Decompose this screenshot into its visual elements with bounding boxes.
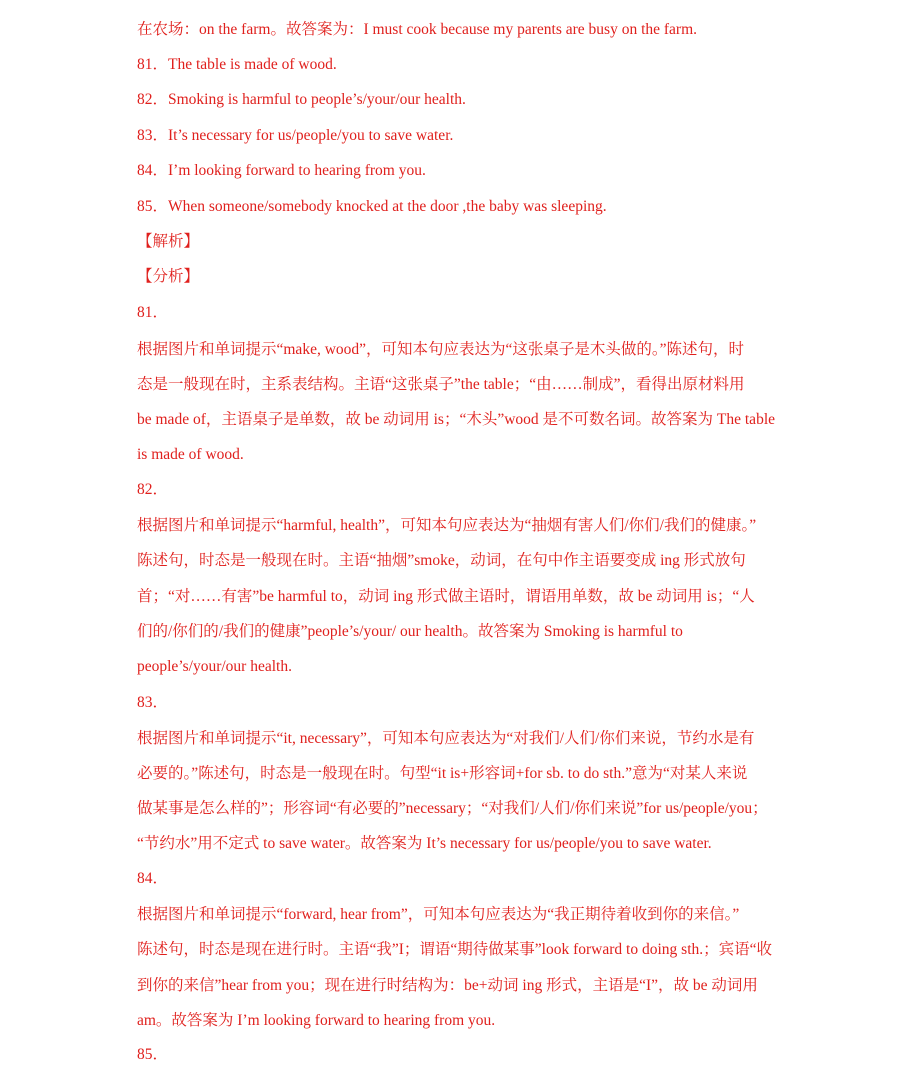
answer-81: 81．The table is made of wood. [137,56,337,73]
text-line: is made of wood. [137,446,244,463]
section-heading-explanation: 【分析】 [137,268,200,285]
text-line: am。故答案为 I’m looking forward to hearing from you. [137,1012,496,1029]
answer-85: 85．When someone/somebody knocked at the door ,the baby was sleeping. [137,198,607,215]
text-line: 在农场：on the farm。故答案为：I must cook because my parents are busy on the farm. [137,21,698,38]
text-line: people’s/your/our health. [137,658,292,675]
section-heading-analysis: 【解析】 [137,233,200,250]
text-line: 首；“对……有害”be harmful to，动词 ing 形式做主语时，谓语用单数，故 be 动词用 is；“人 [137,588,755,605]
text-line: 到你的来信”hear from you；现在进行时结构为：be+动词 ing 形式，主语是“I”，故 be 动词用 [137,977,758,994]
text-line: be made of，主语桌子是单数，故 be 动词用 is；“木头”wood 是不可数名词。故答案为 The table [137,411,775,428]
text-line: 根据图片和单词提示“make, wood”，可知本句应表达为“这张桌子是木头做的。”陈述句，时 [137,341,745,358]
text-line: 做某事是怎么样的”；形容词“有必要的”necessary；“对我们/人们/你们来说”for us/people/you； [137,800,768,817]
item-number: 82． [137,481,169,498]
answer-83: 83．It’s necessary for us/people/you to save water. [137,127,454,144]
item-number: 81． [137,304,169,321]
text-line: “节约水”用不定式 to save water。故答案为 It’s necessary for us/people/you to save water. [137,835,712,852]
text-line: 态是一般现在时，主系表结构。主语“这张桌子”the table；“由……制成”，看得出原材料用 [137,376,745,393]
text-line: 根据图片和单词提示“forward, hear from”，可知本句应表达为“我正期待着收到你的来信。” [137,906,740,923]
answer-82: 82．Smoking is harmful to people’s/your/our health. [137,91,466,108]
text-line: 陈述句，时态是现在进行时。主语“我”I；谓语“期待做某事”look forward to doing sth.；宾语“收 [137,941,773,958]
text-line: 根据图片和单词提示“harmful, health”，可知本句应表达为“抽烟有害人们/你们/我们的健康。” [137,517,757,534]
item-number: 83． [137,694,169,711]
item-number: 85． [137,1046,169,1063]
text-line: 陈述句，时态是一般现在时。主语“抽烟”smoke，动词，在句中作主语要变成 ing 形式放句 [137,552,746,569]
text-line: 必要的。”陈述句，时态是一般现在时。句型“it is+形容词+for sb. to do sth.”意为“对某人来说 [137,765,748,782]
text-line: 根据图片和单词提示“it, necessary”，可知本句应表达为“对我们/人们/你们来说，节约水是有 [137,730,755,747]
item-number: 84． [137,870,169,887]
answer-84: 84．I’m looking forward to hearing from you. [137,162,426,179]
text-line: 们的/你们的/我们的健康”people’s/your/ our health。故答案为 Smoking is harmful to [137,623,683,640]
